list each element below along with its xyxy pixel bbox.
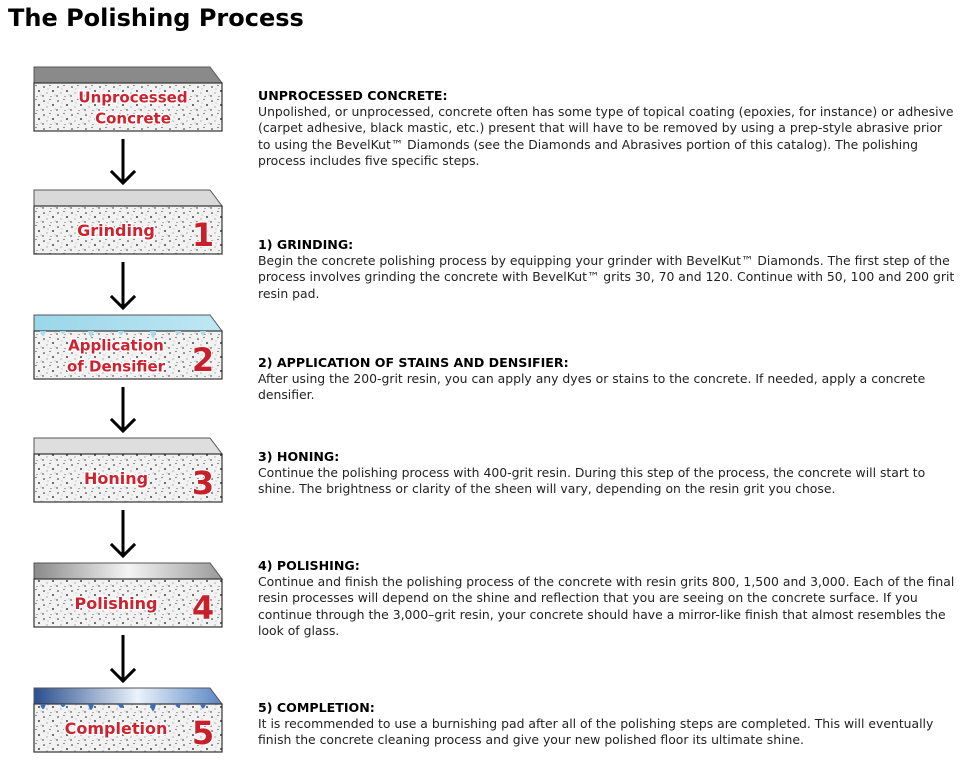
block-label: Concrete: [95, 109, 171, 128]
step-heading: 4) POLISHING:: [258, 558, 360, 573]
step-body: Continue and finish the polishing process of the concrete with resin grits 800, 1,500 and 3,000. Each of the final resin processes will depend on the shine and reflection that you are seeing on the concrete surface. If you continue through the 3,000–grit resin, your concrete should have a mirror-like finish that almost resembles the look of glass.: [258, 574, 955, 638]
step-body: After using the 200-grit resin, you can apply any dyes or stains to the concrete. If needed, apply a concrete densifier.: [258, 371, 926, 403]
step-body: Begin the concrete polishing process by equipping your grinder with BevelKut™ Diamonds. The first step of the process involves grinding the concrete with BevelKut™ grits 30, 70 and 120. Continue with 50, 100 and 200 grit resin pad.: [258, 253, 955, 301]
block-label: Polishing: [74, 594, 158, 613]
step-description: [258, 355, 958, 404]
step-description: [258, 449, 958, 498]
step-number: 4: [191, 589, 215, 627]
block-top-face: [34, 315, 222, 331]
step-heading: 1) GRINDING:: [258, 237, 354, 252]
step-description: [258, 558, 958, 639]
step-description: [258, 237, 958, 302]
down-arrow-icon: [112, 510, 134, 556]
step-body: It is recommended to use a burnishing pad after all of the polishing steps are completed. This will eventually finish the concrete cleaning process and give your new polished floor its ultimate shine.: [258, 716, 934, 748]
step-heading: UNPROCESSED CONCRETE:: [258, 88, 448, 103]
step-number: 3: [191, 464, 215, 502]
block-top-face: [34, 688, 222, 704]
process-block: [34, 315, 222, 379]
step-number: 5: [191, 714, 215, 752]
process-diagram: [0, 0, 250, 772]
block-label: Unprocessed: [78, 88, 188, 107]
process-block: [34, 67, 222, 131]
down-arrow-icon: [112, 139, 134, 183]
down-arrow-icon: [112, 387, 134, 431]
step-description: [258, 700, 958, 749]
process-block: [34, 563, 222, 627]
block-label: Completion: [64, 719, 168, 738]
step-number: 1: [191, 216, 215, 254]
step-number: 2: [191, 341, 215, 379]
process-block: [34, 438, 222, 502]
down-arrow-icon: [112, 262, 134, 308]
block-label: Application: [68, 336, 164, 355]
step-body: Unpolished, or unprocessed, concrete often has some type of topical coating (epoxies, for instance) or adhesive (carpet adhesive, black mastic, etc.) present that will have to be removed by using a prep-style abrasive prior to using the BevelKut™ Diamonds (see the Diamonds and Abrasives portion of this catalog). The polishing process includes five specific steps.: [258, 104, 954, 168]
process-block: [34, 190, 222, 254]
block-top-face: [34, 563, 222, 579]
step-heading: 2) APPLICATION OF STAINS AND DENSIFIER:: [258, 355, 569, 370]
step-body: Continue the polishing process with 400-grit resin. During this step of the process, the concrete will start to shine. The brightness or clarity of the sheen will vary, depending on the resin grit you chose.: [258, 465, 926, 497]
block-label: Honing: [83, 469, 149, 488]
page-title: The Polishing Process: [8, 4, 304, 32]
process-block: [34, 688, 222, 752]
step-heading: 3) HONING:: [258, 449, 340, 464]
block-top-face: [34, 438, 222, 454]
block-top-face: [34, 67, 222, 83]
step-heading: 5) COMPLETION:: [258, 700, 375, 715]
block-label: of Densifier: [66, 357, 166, 376]
down-arrow-icon: [112, 635, 134, 681]
block-label: Grinding: [77, 221, 155, 240]
step-description: [258, 88, 958, 169]
block-top-face: [34, 190, 222, 206]
